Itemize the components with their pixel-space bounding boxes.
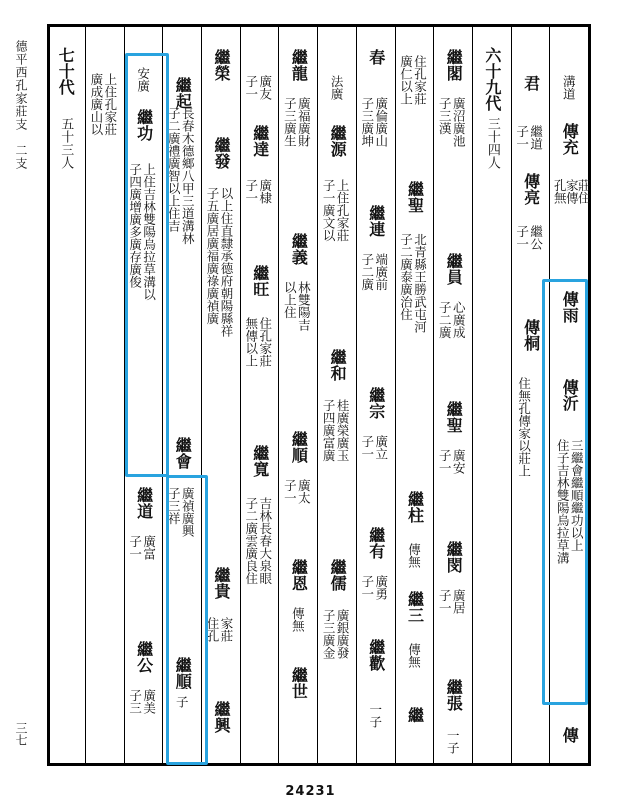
annotation-text: 繼道 子一 [514,125,544,150]
person-name: 繼達 [250,125,270,157]
annotation-text: 上住孔家莊 廣成廣山以 [88,73,118,136]
person-name: 繼旺 [250,265,270,297]
person-name: 繼源 [328,125,348,157]
generation-heading: 六十九代 [482,47,502,111]
person-name: 傳亮 [521,173,541,205]
annotation-text: 廣立 子一 [359,435,389,460]
person-name: 繼有 [366,527,386,559]
annotation-text: 孔無 [552,179,568,204]
annotation-text: 家莊 住孔 [205,617,234,642]
annotation-text: 廣棣 子一 [243,179,273,204]
annotation-text: 廣銀廣發 子三廣金 [321,609,351,659]
person-name: 繼公 [134,641,154,673]
annotation-text: 傳無 [290,607,306,632]
annotation-text: 一子 [367,703,383,728]
genealogy-column-3 [472,27,512,763]
annotation-text: 住無孔傳家以莊上 [516,377,532,477]
annotation-text: 法廣 [329,75,345,100]
person-name: 傳桐 [521,319,541,351]
annotation-text: 廣居 子一 [437,589,467,614]
page-frame [47,24,591,766]
annotation-text: 傳無 [406,543,422,568]
person-name: 繼興 [212,701,231,733]
annotation-text: 廣倫廣山 子三廣坤 [359,97,389,147]
person-name: 傳雨 [560,291,580,323]
person-name: 繼貴 [212,567,231,599]
genealogy-column-6 [356,27,396,763]
branch-label: 二支 [14,144,28,170]
annotation-text: 住子吉林雙陽烏拉草溝 [555,439,571,564]
person-name: 繼義 [289,233,309,265]
annotation-text: 住孔家莊 無傳以上 [243,317,273,367]
person-name: 繼龍 [289,49,309,81]
person-name: 繼員 [444,253,464,285]
annotation-text: 廣太 子一 [282,479,312,504]
annotation-text: 溝道 [561,75,577,100]
person-name: 繼閣 [444,49,464,81]
book-title-margin [14,40,28,170]
person-name: 繼聖 [405,181,425,213]
genealogy-column-9 [240,27,280,763]
person-name: 繼儒 [328,559,348,591]
person-name: 繼會 [173,437,193,469]
person-name: 傳 [560,727,580,743]
person-name: 君 [521,75,541,91]
book-title: 德平西孔家莊支 [14,40,28,131]
annotation-text: 廣安 子一 [437,449,467,474]
annotation-text: 心廣成 子二廣 [437,301,467,339]
person-name: 繼起 [173,77,193,109]
person-name: 繼功 [134,109,154,141]
annotation-text: 上住吉林雙陽烏拉草溝以 子四廣增廣多廣存廣俊 [127,163,157,301]
person-name: 繼三 [405,591,425,623]
genealogy-column-13 [85,27,125,763]
person-name: 繼張 [444,679,464,711]
annotation-text: 廣福廣財 子三廣生 [282,97,312,147]
annotation-text: 廣美 子三 [127,689,157,714]
person-name: 繼閔 [444,541,464,573]
person-name: 傳充 [560,123,580,155]
generation-count: 三十四人 [484,117,500,169]
generation-count: 五十三人 [58,117,74,169]
annotation-text: 上住孔家莊 子一廣文以 [321,179,351,242]
annotation-text: 廣禎廣興 子三祥 [166,487,196,537]
annotation-text: 端廣前 子二廣 [359,253,389,291]
annotation-text: 廣富 子一 [127,535,157,560]
person-name: 繼歡 [366,639,386,671]
person-name: 繼宗 [366,387,386,419]
generation-heading: 七十代 [56,47,76,95]
annotation-text: 安廣 [135,67,151,92]
page-number: 24231 [285,784,336,799]
person-name: 繼恩 [289,559,309,591]
person-name: 繼聖 [444,401,464,433]
person-name: 繼道 [134,487,154,519]
highlight-box-c1 [542,279,588,705]
genealogy-column-7 [317,27,357,763]
annotation-text: 三繼會繼順繼功以上 [569,439,585,552]
annotation-text: 住孔家莊 廣仁以上 [398,55,428,105]
annotation-text: 傳無 [406,643,422,668]
genealogy-column-14 [46,27,85,763]
genealogy-column-8 [278,27,318,763]
annotation-text: 家傳 [564,179,580,204]
annotation-text: 長春木德鄉八甲三道溝林 子二廣禮廣智以上住吉 [166,107,196,245]
person-name: 繼順 [173,657,193,689]
person-name: 繼順 [289,431,309,463]
highlight-box-c12 [125,53,169,477]
genealogy-grid [50,27,592,763]
person-name: 繼 [405,707,425,723]
highlight-box-c11 [166,475,208,765]
annotation-text: 一子 [445,729,461,754]
annotation-text: 廣沼廣池 子三漢 [437,97,467,147]
margin-page-label: 三七 [14,722,28,746]
annotation-text: 廣友 子一 [243,75,273,100]
genealogy-column-5 [395,27,435,763]
person-name: 繼世 [289,667,309,699]
person-name: 傳沂 [560,379,580,411]
genealogy-column-4 [433,27,473,763]
person-name: 繼連 [366,205,386,237]
person-name: 繼發 [212,137,231,169]
person-name: 春 [366,49,386,65]
annotation-text: 以上住直隸承德府朝陽縣祥 子五廣居廣福廣祿廣禎廣 [205,187,234,337]
annotation-text: 一子 [174,683,190,708]
annotation-text: 北青縣王勝武屯河 子二廣泰廣治住 [398,233,428,333]
annotation-text: 林雙陽吉 以上住 [282,281,312,331]
annotation-text: 繼公 子一 [514,225,544,250]
annotation-text: 莊住 [576,179,592,204]
person-name: 繼榮 [212,49,231,81]
annotation-text: 桂廣榮廣玉 子四廣富廣 [321,399,351,462]
person-name: 繼和 [328,349,348,381]
annotation-text: 廣勇 子一 [359,575,389,600]
person-name: 繼寬 [250,445,270,477]
person-name: 繼柱 [405,491,425,523]
annotation-text: 吉林長春大泉眼 子二廣雲廣良住 [243,497,273,585]
